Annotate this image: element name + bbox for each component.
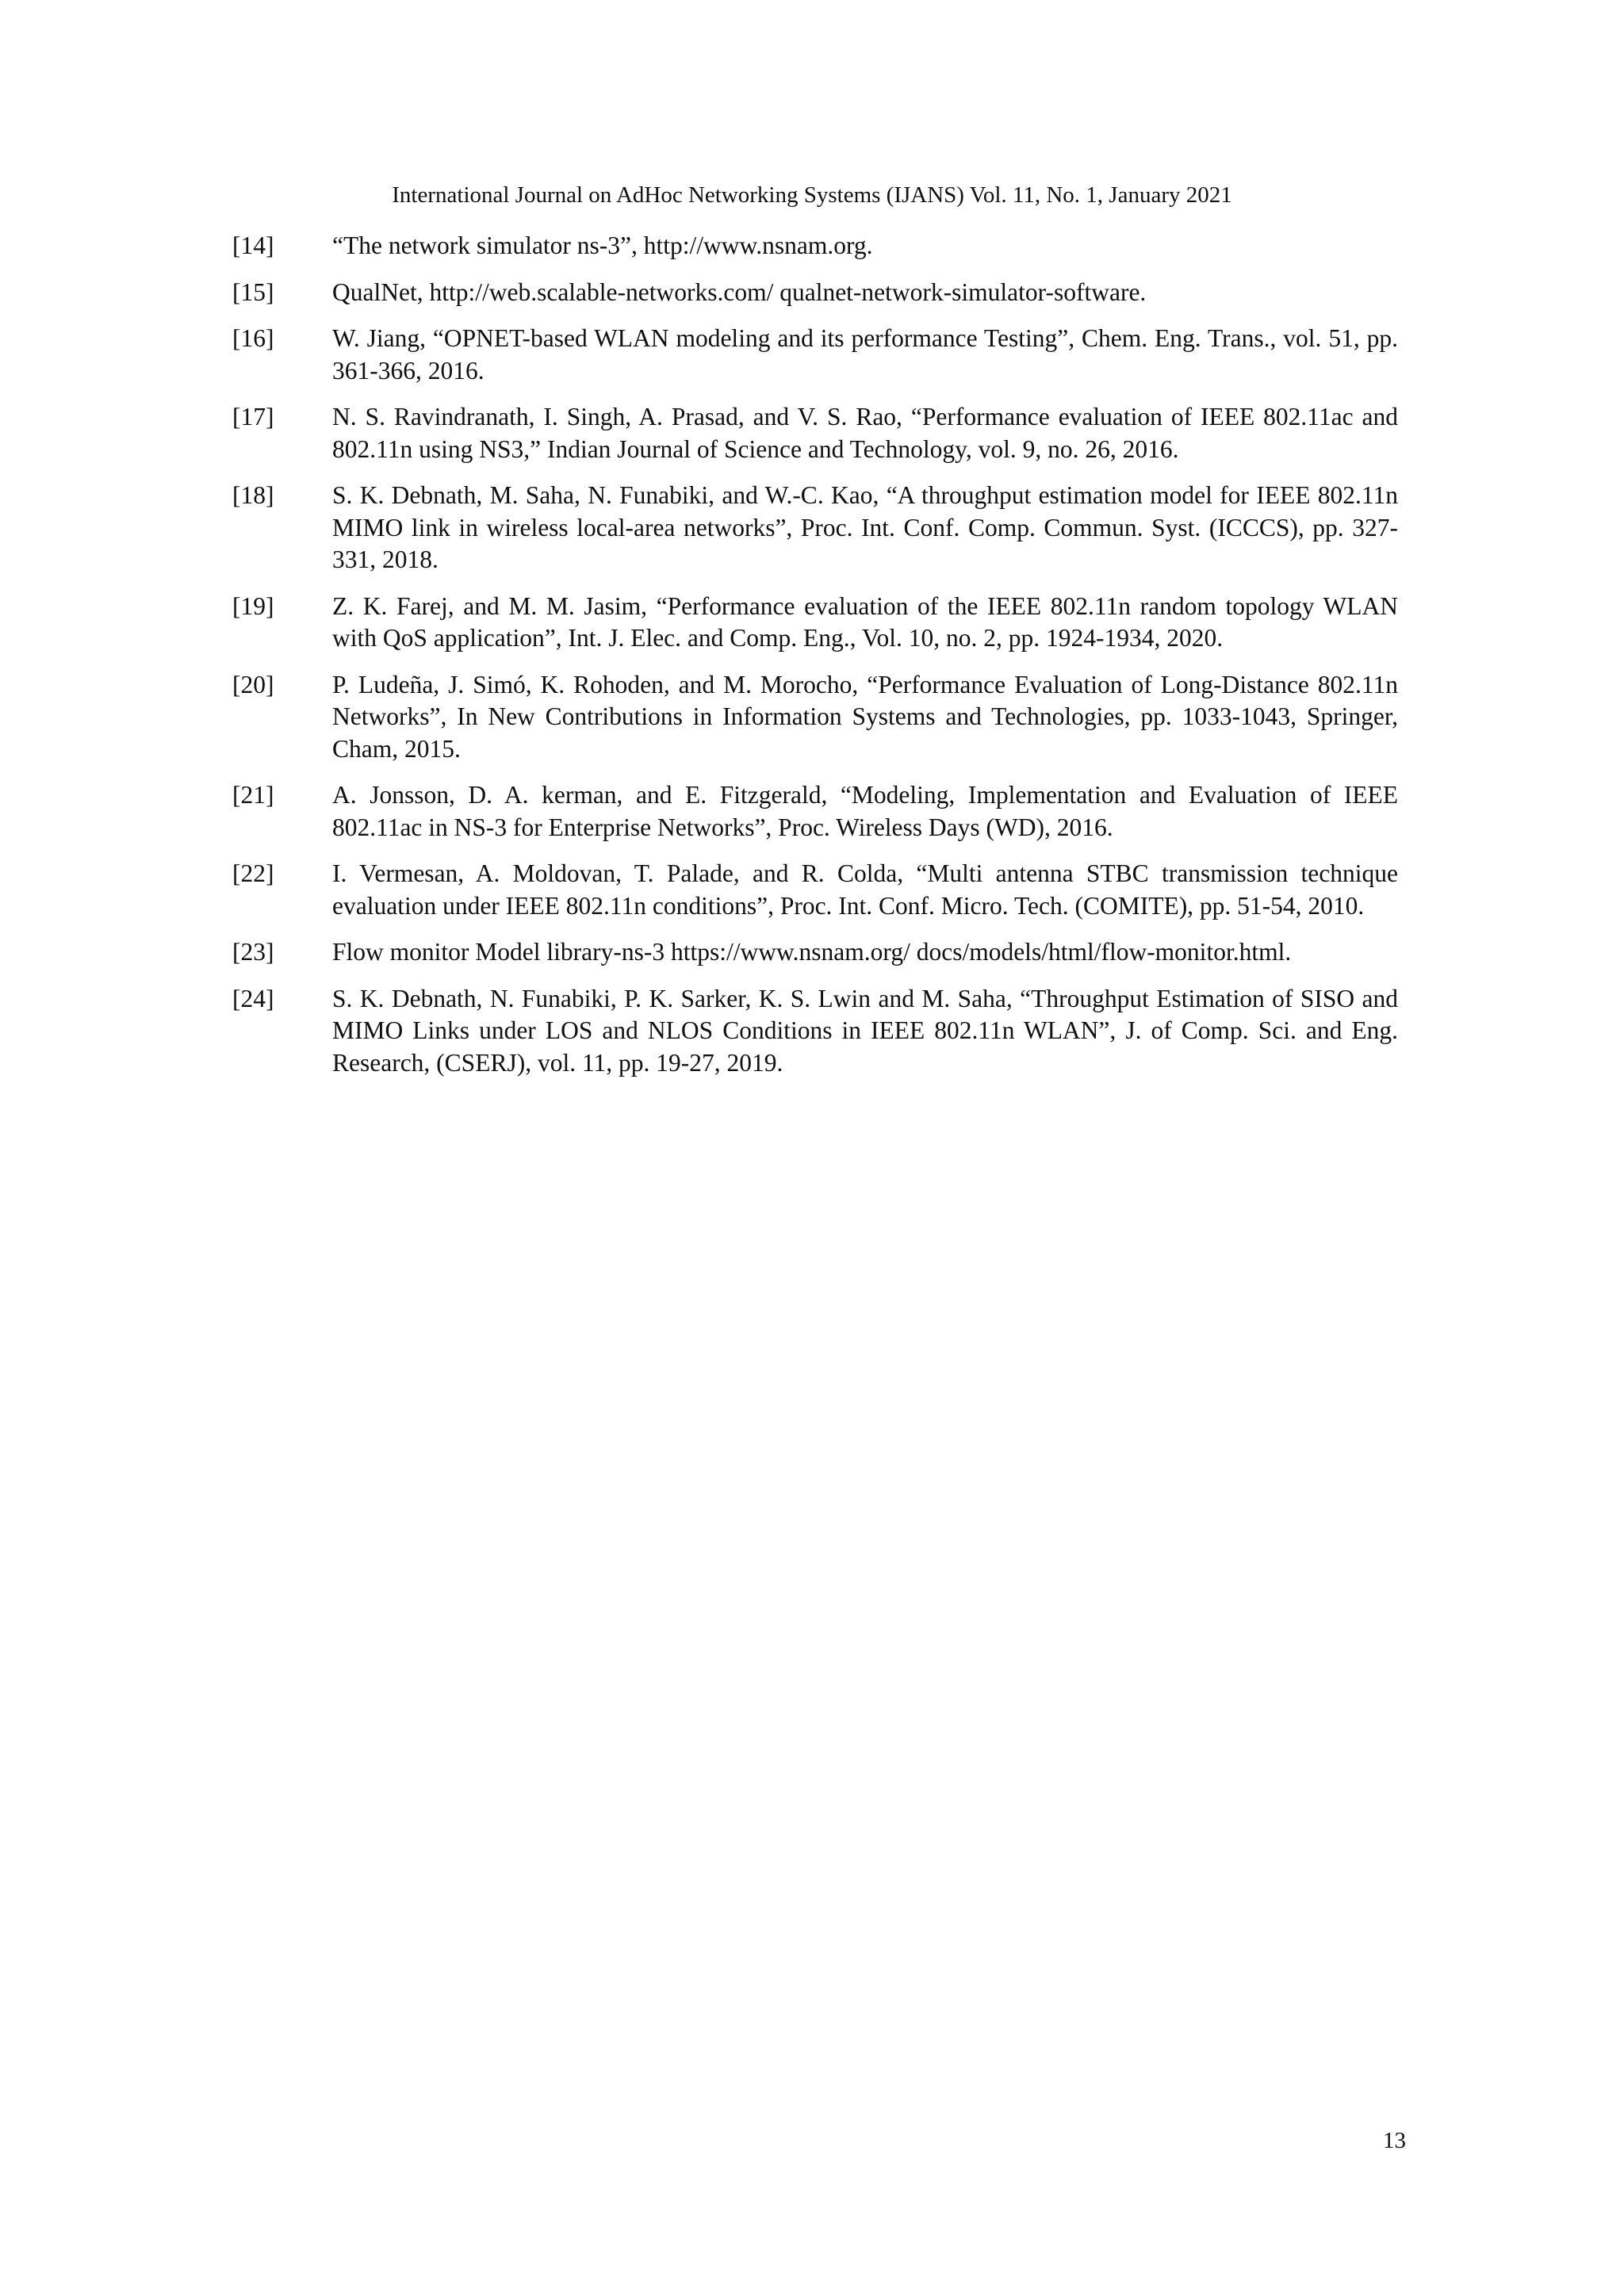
reference-item xyxy=(232,480,1398,576)
reference-text: W. Jiang, “OPNET-based WLAN modeling and its performance Testing”, Chem. Eng. Trans., vol. 51, pp. 361-366, 2016. xyxy=(332,324,1398,385)
reference-number: [21] xyxy=(232,781,274,809)
reference-item xyxy=(232,669,1398,766)
reference-item xyxy=(232,936,1398,969)
reference-item xyxy=(232,277,1398,309)
reference-text: S. K. Debnath, N. Funabiki, P. K. Sarker, K. S. Lwin and M. Saha, “Throughput Estimation of SISO and MIMO Links under LOS and NLOS Conditions in IEEE 802.11n WLAN”, J. of Comp. Sci. and Eng. Research, (CSERJ), vol. 11, pp. 19-27, 2019. xyxy=(332,984,1398,1077)
reference-number: [22] xyxy=(232,859,274,887)
reference-item xyxy=(232,858,1398,922)
running-header: International Journal on AdHoc Networking Systems (IJANS) Vol. 11, No. 1, January 2021 xyxy=(392,182,1232,208)
reference-text: “The network simulator ns-3”, http://www.nsnam.org. xyxy=(332,232,873,259)
reference-list xyxy=(232,230,1398,1093)
reference-number: [14] xyxy=(232,232,274,259)
reference-item xyxy=(232,401,1398,465)
page-number: 13 xyxy=(1383,2128,1406,2153)
reference-text: Z. K. Farej, and M. M. Jasim, “Performance evaluation of the IEEE 802.11n random topology WLAN with QoS application”, Int. J. Elec. and Comp. Eng., Vol. 10, no. 2, pp. 1924-1934, 2020. xyxy=(332,591,1398,652)
reference-text: N. S. Ravindranath, I. Singh, A. Prasad, and V. S. Rao, “Performance evaluation of IEEE 802.11ac and 802.11n using NS3,” Indian Journal of Science and Technology, vol. 9, no. 26, 2016. xyxy=(332,403,1398,463)
reference-number: [16] xyxy=(232,324,274,352)
reference-text: QualNet, http://web.scalable-networks.com/ qualnet-network-simulator-software. xyxy=(332,277,1147,306)
reference-text: P. Ludeña, J. Simó, K. Rohoden, and M. Morocho, “Performance Evaluation of Long-Distance 802.11n Networks”, In New Contributions in Information Systems and Technologies, pp. 1033-1043, Springer, Cham, 2015. xyxy=(332,670,1398,763)
reference-item xyxy=(232,230,1398,262)
reference-item xyxy=(232,779,1398,844)
reference-item xyxy=(232,323,1398,387)
reference-number: [17] xyxy=(232,403,274,430)
reference-text: I. Vermesan, A. Moldovan, T. Palade, and R. Colda, “Multi antenna STBC transmission technique evaluation under IEEE 802.11n conditions”, Proc. Int. Conf. Micro. Tech. (COMITE), pp. 51-54, 2010. xyxy=(332,859,1398,920)
reference-text: Flow monitor Model library-ns-3 https://www.nsnam.org/ docs/models/html/flow-monitor.html. xyxy=(332,938,1292,966)
reference-number: [18] xyxy=(232,481,274,509)
reference-number: [23] xyxy=(232,938,274,966)
reference-text: S. K. Debnath, M. Saha, N. Funabiki, and W.-C. Kao, “A throughput estimation model for IEEE 802.11n MIMO link in wireless local-area networks”, Proc. Int. Conf. Comp. Commun. Syst. (ICCCS), pp. 327-331, 2018. xyxy=(332,481,1398,573)
reference-text: A. Jonsson, D. A. kerman, and E. Fitzgerald, “Modeling, Implementation and Evaluation of IEEE 802.11ac in NS-3 for Enterprise Networks”, Proc. Wireless Days (WD), 2016. xyxy=(332,781,1398,841)
reference-number: [24] xyxy=(232,984,274,1012)
reference-number: [15] xyxy=(232,277,274,306)
reference-number: [19] xyxy=(232,591,274,620)
reference-item xyxy=(232,983,1398,1080)
reference-number: [20] xyxy=(232,670,274,698)
reference-item xyxy=(232,591,1398,655)
